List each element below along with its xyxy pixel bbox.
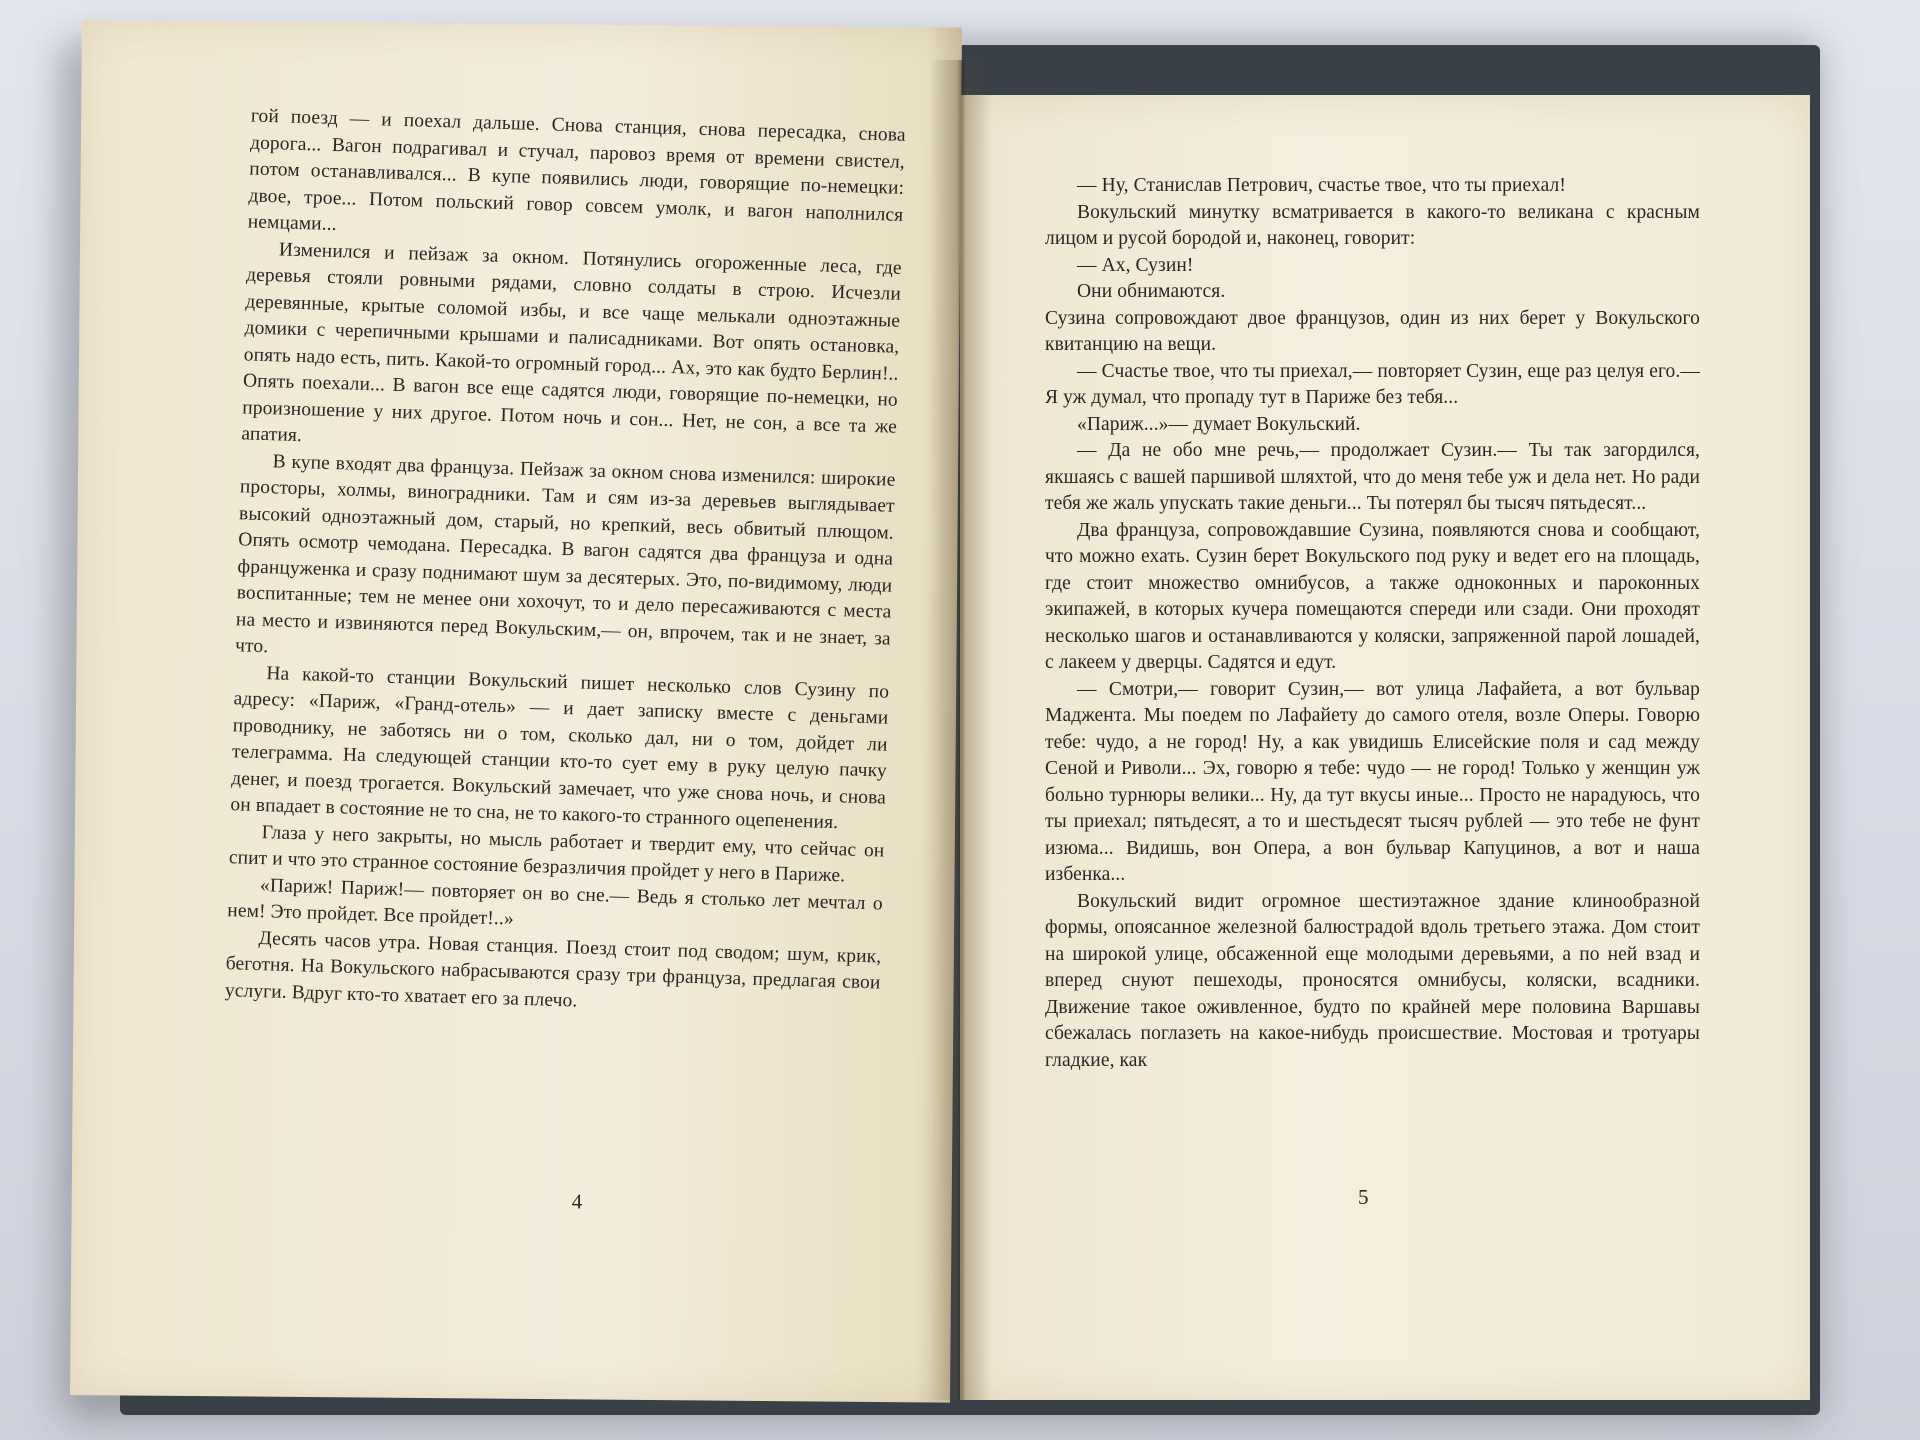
paragraph: Сузина сопровождают двое французов, один из них берет у Вокульского квитанцию на вещи. — [1045, 307, 1700, 355]
right-page-text — [1045, 173, 1700, 1074]
paragraph: Вокульский видит огромное шестиэтажное здание клинообразной формы, опоясанное железной балюстрадой вдоль третьего этажа. Дом стоит на широкой улице, обсаженной еще молодыми деревьями, а по ней взад и вперед снуют пешеходы, проносятся омнибусы, коляски, всадники. Движение такое оживленное, будто по крайней мере половина Варшавы сбежалась поглазеть на какое-нибудь происшествие. Мостовая и тротуары гладкие, как — [1045, 890, 1700, 1071]
paragraph: — Смотри,— говорит Сузин,— вот улица Лафайета, а вот бульвар Маджента. Мы поедем по Лафайету до самого отеля, возле Оперы. Говорю тебе: чудо, а не город! Ну, а как увидишь Елисейские поля и сад между Сеной и Риволи... Эх, говорю я тебе: чудо — не город! Только у женщин уж больно турнюры велики... Ну, да тут вкусы иные... Просто не нарадуюсь, что ты приехал; пятьдесят, а то и шестьдесят тысяч рублей — это тебе не фунт изюма... Видишь, вон Опера, а вон бульвар Капуцинов, а вот и наша избенка... — [1045, 678, 1700, 885]
page-number: 5 — [1358, 1185, 1369, 1209]
paragraph: Они обнимаются. — [1077, 281, 1226, 302]
paragraph: «Париж...»— думает Вокульский. — [1077, 413, 1361, 435]
paragraph: гой поезд — и поехал дальше. Снова станция, снова пересадка, снова дорога... Вагон подрагивал и стучал, паровоз время от времени свистел, потом останавливался... В купе появились люди, говорящие по-немецки: двое, трое... Потом польский говор совсем умолк, и вагон наполнился немцами... — [247, 105, 906, 236]
left-page — [70, 20, 962, 1403]
paragraph: — Счастье твое, что ты приехал,— повторяет Сузин, еще раз целуя его.— Я уж думал, что пропаду тут в Париже без тебя... — [1045, 360, 1700, 408]
paragraph: На какой-то станции Вокульский пишет несколько слов Сузину по адресу: «Париж, «Гранд-отель» — и дает записку вместе с деньгами проводнику, не заботясь ни о том, сколько дал, ни о том, дойдет ли телеграмма. На следующей станции кто-то сует ему в руку целую пачку денег, и поезд трогается. Вокульский замечает, что уже снова ночь, и снова он впадает в состояние не то сна, не то какого-то странного оцепенения. — [230, 662, 890, 834]
paragraph: Вокульский минутку всматривается в какого-то великана с красным лицом и русой бородой и, наконец, говорит: — [1045, 201, 1700, 249]
paragraph: Глаза у него закрыты, но мысль работает и твердит ему, что сейчас он спит и что это странное состояние безразличия пройдет у него в Париже. — [228, 821, 885, 887]
paragraph: «Париж! Париж!— повторяет он во сне.— Ведь я столько лет мечтал о нем! Это пройдет. Все пройдет!..» — [227, 874, 884, 930]
book-gutter — [930, 60, 990, 1400]
paragraph: — Ну, Станислав Петрович, счастье твое, что ты приехал! — [1077, 175, 1566, 196]
paragraph: Десять часов утра. Новая станция. Поезд стоит под сводом; шум, крик, беготня. На Вокульского набрасываются сразу три француза, предлагая свои услуги. Вдруг кто-то хватает его за плечо. — [224, 927, 882, 1012]
right-page — [960, 95, 1810, 1400]
page-number: 4 — [571, 1189, 583, 1214]
paragraph: — Ах, Сузин! — [1077, 254, 1194, 276]
paragraph: — Да не обо мне речь,— продолжает Сузин.— Ты так загордился, якшаясь с вашей паршивой шляхтой, что до меня тебе уж и дела нет. Но ради тебя же жаль упускать такие деньги... Ты потерял бы тысяч пятьдесят... — [1045, 440, 1700, 514]
paragraph: Два француза, сопровождавшие Сузина, появляются снова и сообщают, что можно ехать. Сузин берет Вокульского под руку и ведет его на площадь, где стоит множество омнибусов, а также одноконных и пароконных экипажей, в которых кучера помещаются спереди или сзади. Они проходят несколько шагов и останавливаются у коляски, запряженной парой лошадей, с лакеем у дверцы. Садятся и едут. — [1045, 519, 1700, 673]
paragraph: В купе входят два француза. Пейзаж за окном снова изменился: широкие просторы, холмы, виноградники. Там и сям из-за деревьев выглядывает высокий одноэтажный дом, старый, но крепкий, весь обвитый плющом. Опять осмотр чемодана. Пересадка. В вагон садятся два француза и одна француженка и сразу поднимают шум за десятерых. Это, по-видимому, люди воспитанные; тем не менее они хохочут, то и дело пересаживаются с места на место и извиняются перед Вокульским,— он, впрочем, так и не знает, за что. — [234, 450, 896, 658]
paragraph: Изменился и пейзаж за окном. Потянулись огороженные леса, где деревья стояли ровными рядами, словно солдаты в строю. Исчезли деревянные, крытые соломой избы, и все чаще мелькали одноэтажные домики с черепичными крышами и палисадниками. Вот опять остановка, опять надо есть, пить. Какой-то огромный город... Ах, это как будто Берлин!.. Опять поехали... В вагон все еще садятся люди, говорящие по-немецки, но произношение у них другое. Потом ночь и сон... Нет, не сон, а все та же апатия. — [241, 238, 902, 447]
left-page-text — [225, 103, 906, 1023]
